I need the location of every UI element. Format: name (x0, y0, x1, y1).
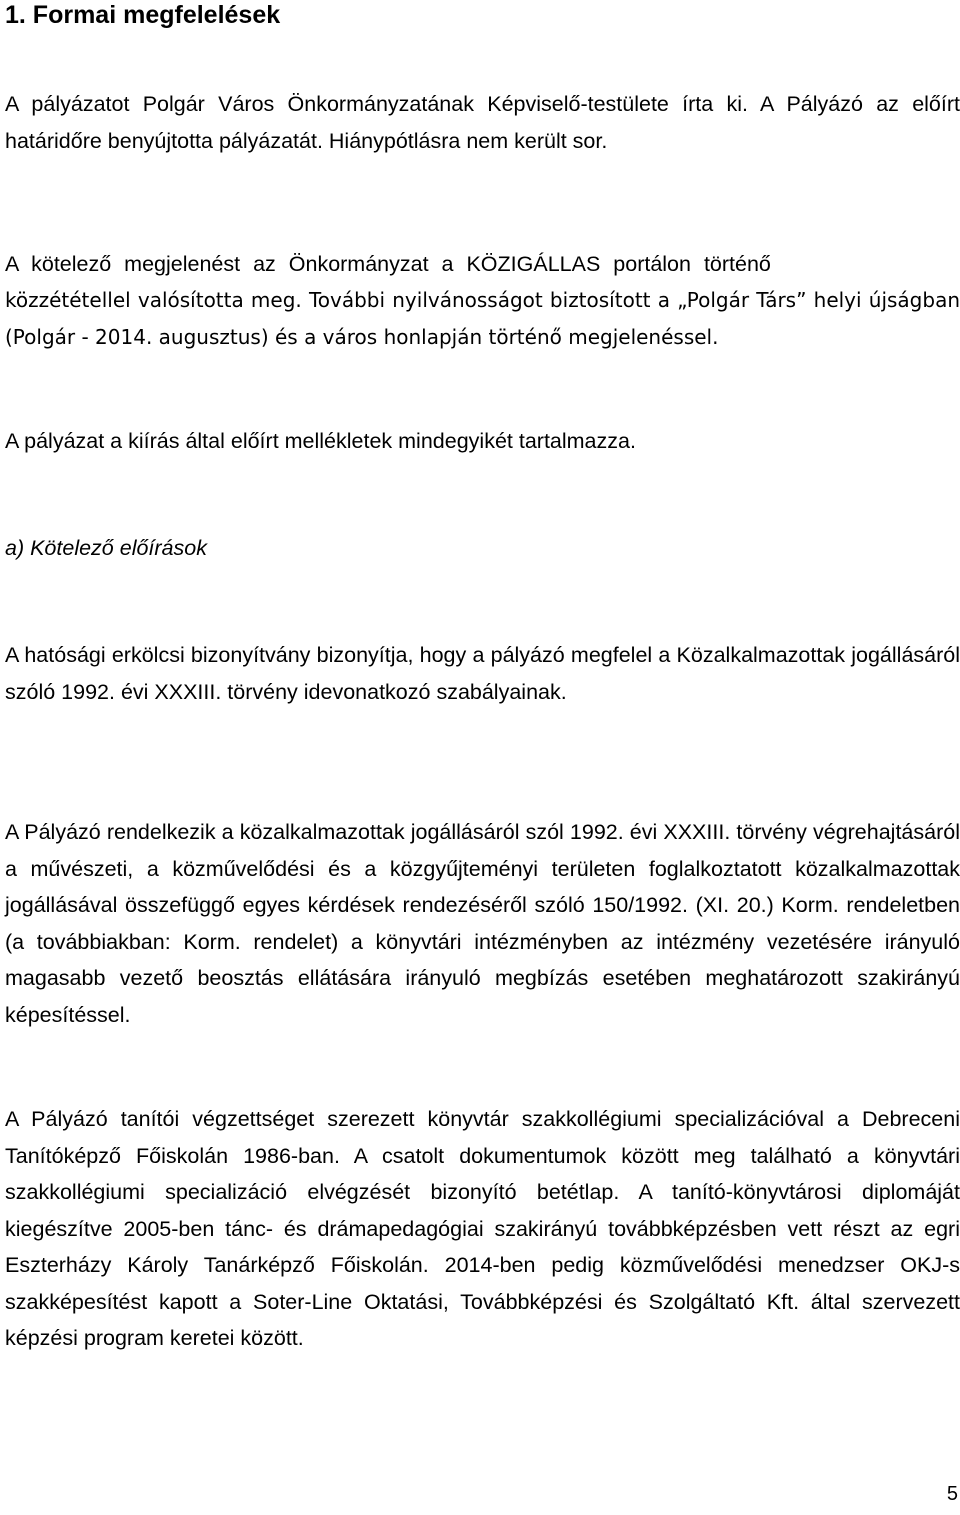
paragraph-education: A Pályázó tanítói végzettséget szerezett könyvtár szakkollégiumi specializációval a Debreceni Tanítóképző Főiskolán 1986-ban. A csatolt dokumentumok között meg található a könyvtári szakkollégiumi specializáció elvégzését bizonyító betétlap. A tanító-könyvtárosi diplomáját kiegészítve 2005-ben tánc- és drámapedagógiai szakirányú továbbképzésben vett részt az egri Eszterházy Károly Tanárképző Főiskolán. 2014-ben pedig közművelődési menedzser OKJ-s szakképesítést kapott a Soter-Line Oktatási, Továbbképzési és Szolgáltató Kft. által szervezett képzési program keretei között. (5, 1107, 960, 1350)
paragraph-attachments: A pályázat a kiírás által előírt mellékletek mindegyikét tartalmazza. (5, 429, 636, 453)
paragraph-certificate: A hatósági erkölcsi bizonyítvány bizonyítja, hogy a pályázó megfelel a Közalkalmazottak jogállásáról szóló 1992. évi XXXIII. törvény idevonatkozó szabályainak. (5, 643, 960, 704)
paragraph-announcement: A pályázatot Polgár Város Önkormányzatának Képviselő-testülete írta ki. A Pályázó az előírt határidőre benyújtotta pályázatát. Hiánypótlásra nem került sor. (5, 92, 960, 153)
document-page (5, 0, 960, 1350)
paragraph-publication-line2: közzététellel valósította meg. További nyilvánosságot biztosított a „Polgár Társ” helyi újságban (Polgár - 2014. augusztus) és a város honlapján történő megjelenéssel. (5, 288, 960, 349)
subheading-mandatory: a) Kötelező előírások (5, 536, 207, 560)
paragraph-qualification: A Pályázó rendelkezik a közalkalmazottak jogállásáról szól 1992. évi XXXIII. törvény végrehajtásáról a művészeti, a közművelődési és a közgyűjteményi területen foglalkoztatott közalkalmazottak jogállásával összefüggő egyes kérdések rendezéséről szóló 150/1992. (XI. 20.) Korm. rendeletben (a továbbiakban: Korm. rendelet) a könyvtári intézményben az intézmény vezetésére irányuló magasabb vezető beosztás ellátására irányuló megbízás esetében meghatározott szakirányú képesítéssel. (5, 820, 960, 1027)
section-heading: 1. Formai megfelelések (5, 1, 281, 29)
paragraph-publication-line1: A kötelező megjelenést az Önkormányzat a KÖZIGÁLLAS portálon történő (5, 252, 771, 276)
page-number: 5 (946, 1483, 958, 1505)
